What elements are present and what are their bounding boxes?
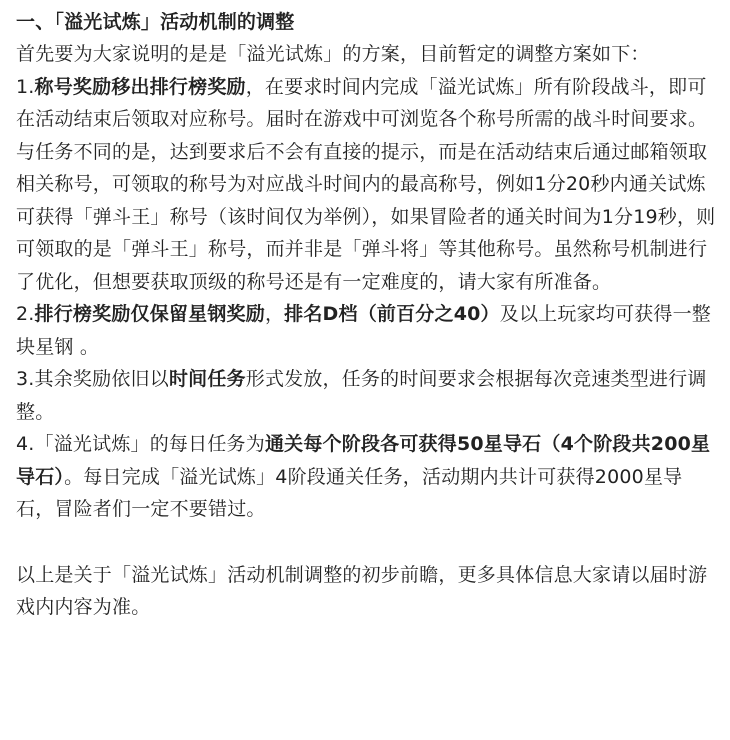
item-3-prefix: 3.其余奖励依旧以 xyxy=(16,368,169,390)
section-heading: 一、「溢光试炼」活动机制的调整 xyxy=(16,11,295,33)
item-2-bold-a: 排行榜奖励仅保留星钢奖励 xyxy=(34,303,265,325)
article xyxy=(16,6,716,624)
item-2 xyxy=(16,298,716,363)
intro-paragraph: 首先要为大家说明的是是「溢光试炼」的方案，目前暂定的调整方案如下： xyxy=(16,43,650,65)
item-2-text-a: ， xyxy=(264,303,285,325)
item-3 xyxy=(16,363,716,428)
item-2-bold-b: 排名D档（前百分之40） xyxy=(284,303,500,325)
item-1-bold: 称号奖励移出排行榜奖励 xyxy=(34,75,246,98)
item-4 xyxy=(16,428,716,526)
item-4-bold: 通关每个阶段各可获得50星导石（4个阶段共200星导石） xyxy=(16,433,711,488)
item-1-prefix: 1. xyxy=(16,75,35,98)
item-3-bold: 时间任务 xyxy=(168,368,246,390)
paragraph-spacer xyxy=(16,526,716,559)
item-4-text: 。每日完成「溢光试炼」4阶段通关任务，活动期内共计可获得2000星导石，冒险者们一定不要错过。 xyxy=(16,465,683,520)
item-4-prefix: 4.「溢光试炼」的每日任务为 xyxy=(16,433,265,455)
item-3-text: 形式发放，任务的时间要求会根据每次竞速类型进行调整。 xyxy=(16,368,707,423)
item-2-text-b: 及以上玩家均可获得一整块星钢 。 xyxy=(16,303,711,358)
closing-paragraph: 以上是关于「溢光试炼」活动机制调整的初步前瞻，更多具体信息大家请以届时游戏内内容为准。 xyxy=(16,563,708,618)
item-1-text: ，在要求时间内完成「溢光试炼」所有阶段战斗，即可在活动结束后领取对应称号。届时在游戏中可浏览各个称号所需的战斗时间要求。与任务不同的是，达到要求后不会有直接的提示，而是在活动结束后通过邮箱领取相关称号，可领取的称号为对应战斗时间内的最高称号，例如1分20秒内通关试炼可获得「弹斗王」称号（该时间仅为举例），如果冒险者的通关时间为1分19秒，则可领取的是「弹斗王」称号，而并非是「弹斗将」等其他称号。虽然称号机制进行了优化，但想要获取顶级的称号还是有一定难度的，请大家有所准备。 xyxy=(16,75,716,293)
item-1 xyxy=(16,71,716,299)
item-2-prefix: 2. xyxy=(16,303,35,325)
